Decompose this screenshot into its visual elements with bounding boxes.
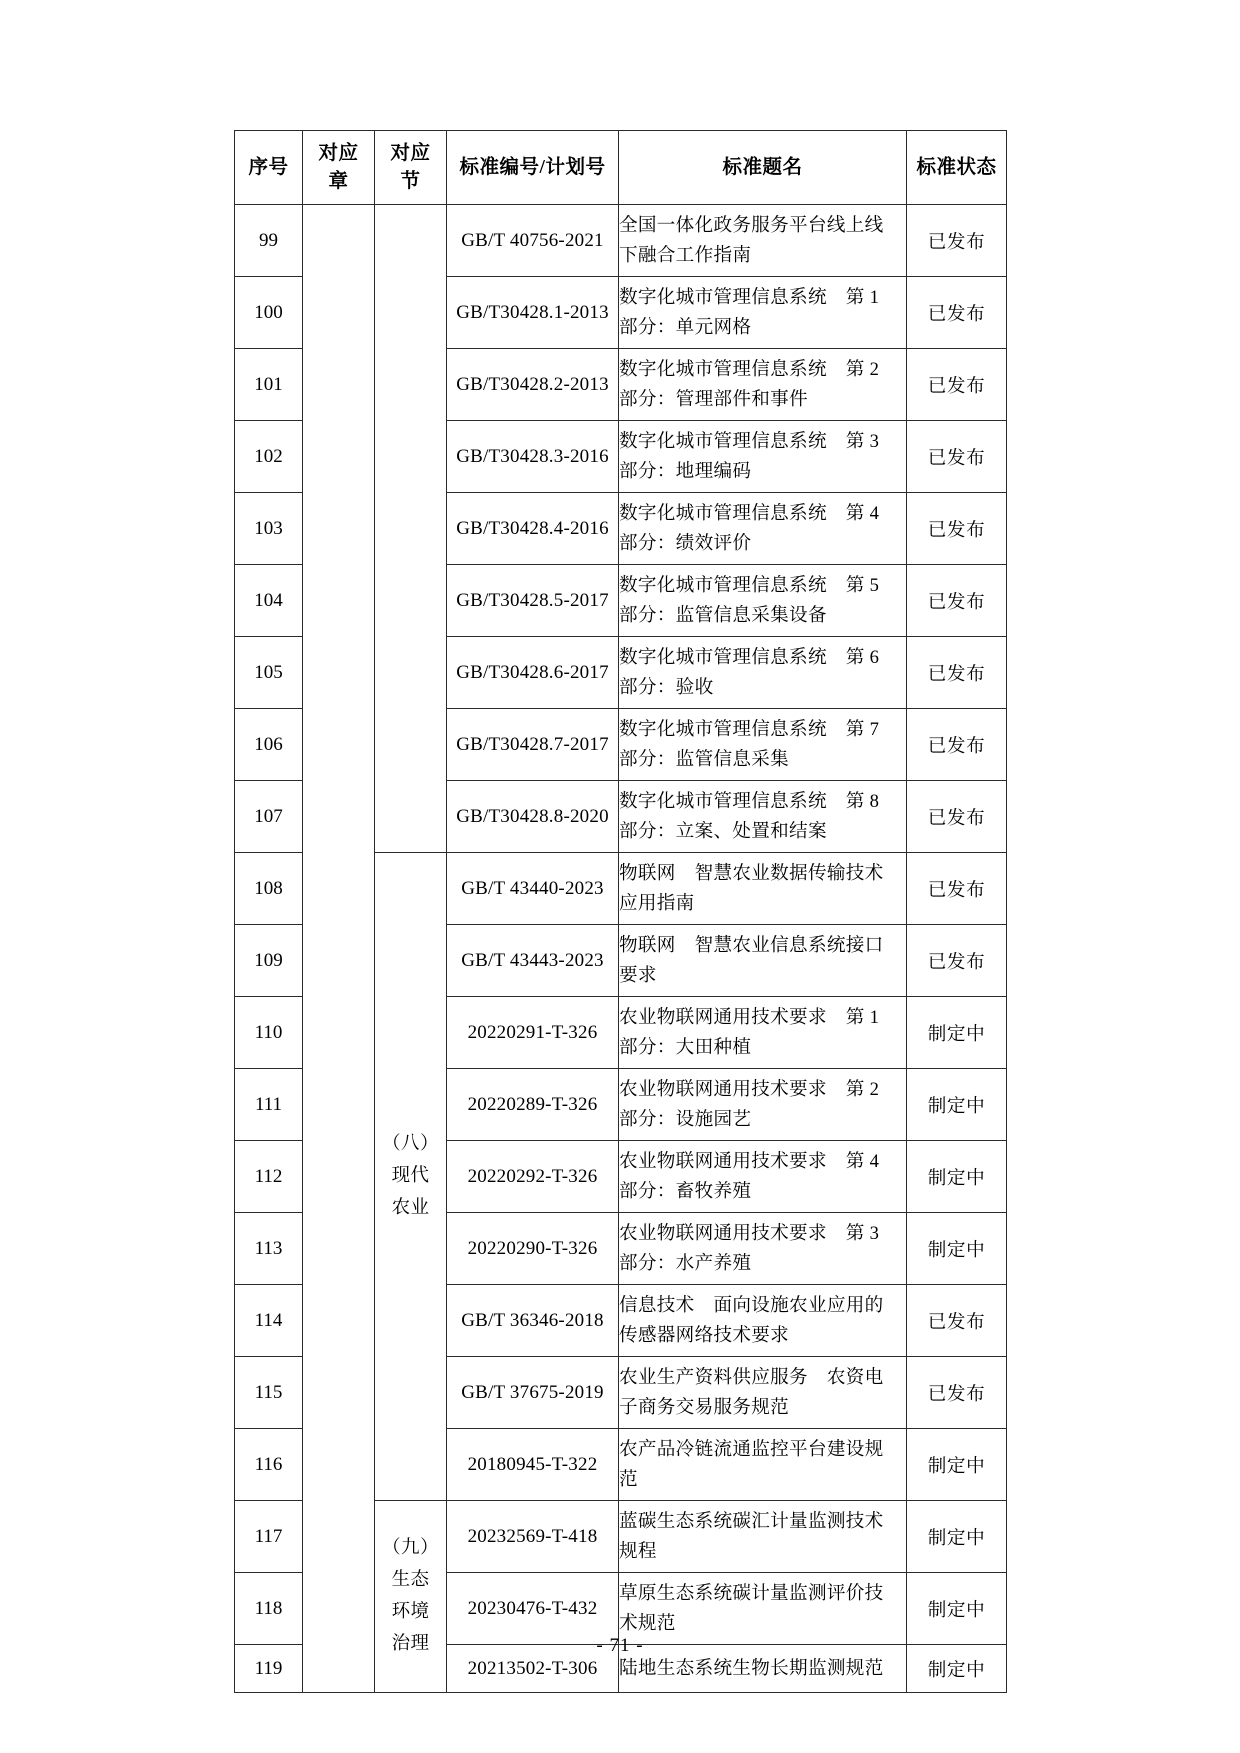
cell-seq: 114 — [235, 1285, 303, 1357]
cell-title-line2: 部分：地理编码 — [619, 460, 752, 482]
page-number-footer: - 71 - — [596, 1635, 644, 1656]
cell-title — [619, 205, 907, 277]
cell-title — [619, 1069, 907, 1141]
cell-title — [619, 277, 907, 349]
cell-code: GB/T 40756-2021 — [447, 205, 619, 277]
cell-title-line2: 部分：水产养殖 — [619, 1252, 752, 1274]
standards-table-container — [234, 130, 1006, 1693]
column-header-code: 标准编号/计划号 — [447, 131, 619, 205]
cell-seq: 117 — [235, 1501, 303, 1573]
cell-code: 20232569-T-418 — [447, 1501, 619, 1573]
cell-title-line1: 农业物联网通用技术要求 第 2 — [619, 1078, 880, 1100]
cell-title-line2: 部分：验收 — [619, 676, 714, 698]
cell-code: 20220292-T-326 — [447, 1141, 619, 1213]
column-header-section-line1: 对应 — [390, 143, 431, 164]
cell-status: 已发布 — [907, 565, 1007, 637]
cell-title — [619, 709, 907, 781]
cell-status: 已发布 — [907, 853, 1007, 925]
cell-status: 制定中 — [907, 1645, 1007, 1693]
cell-code: 20180945-T-322 — [447, 1429, 619, 1501]
cell-title-line2: 部分：大田种植 — [619, 1036, 752, 1058]
cell-title-line2: 范 — [619, 1468, 638, 1490]
cell-title — [619, 925, 907, 997]
cell-code: GB/T30428.6-2017 — [447, 637, 619, 709]
cell-seq: 115 — [235, 1357, 303, 1429]
cell-section-modern-agriculture — [375, 853, 447, 1501]
cell-title — [619, 1429, 907, 1501]
cell-seq: 106 — [235, 709, 303, 781]
cell-code: GB/T 43440-2023 — [447, 853, 619, 925]
cell-section-eco-environment-governance — [375, 1501, 447, 1693]
cell-seq: 111 — [235, 1069, 303, 1141]
cell-status: 已发布 — [907, 421, 1007, 493]
cell-title-line1: 全国一体化政务服务平台线上线 — [619, 214, 884, 236]
column-header-title: 标准题名 — [619, 131, 907, 205]
cell-title — [619, 1141, 907, 1213]
cell-code: GB/T 43443-2023 — [447, 925, 619, 997]
section-label-line3: 农业 — [391, 1197, 430, 1218]
cell-status: 已发布 — [907, 493, 1007, 565]
cell-section-empty — [375, 205, 447, 853]
section-label-line1: （九） — [382, 1538, 439, 1559]
cell-title-line2: 子商务交易服务规范 — [619, 1396, 790, 1418]
section-label-line2: 生态 — [391, 1570, 430, 1591]
cell-title-line1: 信息技术 面向设施农业应用的 — [619, 1294, 884, 1316]
cell-seq: 116 — [235, 1429, 303, 1501]
cell-title-line1: 陆地生态系统生物长期监测规范 — [619, 1657, 884, 1679]
cell-status: 制定中 — [907, 1069, 1007, 1141]
cell-title-line1: 数字化城市管理信息系统 第 8 — [619, 790, 880, 812]
cell-status: 已发布 — [907, 781, 1007, 853]
cell-title-line2: 下融合工作指南 — [619, 244, 752, 266]
cell-code: GB/T 36346-2018 — [447, 1285, 619, 1357]
cell-title-line2: 规程 — [619, 1540, 657, 1562]
cell-title — [619, 1213, 907, 1285]
cell-title — [619, 637, 907, 709]
cell-title-line1: 数字化城市管理信息系统 第 1 — [619, 286, 880, 308]
cell-chapter — [303, 205, 375, 1693]
cell-code: GB/T30428.7-2017 — [447, 709, 619, 781]
cell-title-line2: 传感器网络技术要求 — [619, 1324, 790, 1346]
cell-title — [619, 853, 907, 925]
cell-title-line1: 草原生态系统碳计量监测评价技 — [619, 1582, 884, 1604]
column-header-section — [375, 131, 447, 205]
column-header-chapter-line2: 章 — [328, 170, 349, 192]
cell-title-line1: 数字化城市管理信息系统 第 4 — [619, 502, 880, 524]
cell-title — [619, 565, 907, 637]
standards-table — [234, 130, 1007, 1693]
cell-status: 制定中 — [907, 1573, 1007, 1645]
cell-title — [619, 349, 907, 421]
cell-seq: 110 — [235, 997, 303, 1069]
cell-status: 已发布 — [907, 349, 1007, 421]
column-header-status: 标准状态 — [907, 131, 1007, 205]
cell-title-line1: 数字化城市管理信息系统 第 2 — [619, 358, 880, 380]
cell-status: 制定中 — [907, 1429, 1007, 1501]
cell-title — [619, 1501, 907, 1573]
column-header-seq: 序号 — [235, 131, 303, 205]
cell-status: 制定中 — [907, 1501, 1007, 1573]
cell-seq: 112 — [235, 1141, 303, 1213]
cell-title-line2: 部分：监管信息采集设备 — [619, 604, 827, 626]
cell-seq: 102 — [235, 421, 303, 493]
cell-status: 已发布 — [907, 637, 1007, 709]
cell-status: 制定中 — [907, 1213, 1007, 1285]
cell-code: 20220289-T-326 — [447, 1069, 619, 1141]
cell-seq: 109 — [235, 925, 303, 997]
cell-title-line2: 部分：监管信息采集 — [619, 748, 790, 770]
section-label-line3: 环境 — [391, 1601, 430, 1622]
cell-code: 20220291-T-326 — [447, 997, 619, 1069]
cell-status: 已发布 — [907, 205, 1007, 277]
cell-status: 已发布 — [907, 709, 1007, 781]
cell-title-line2: 部分：单元网格 — [619, 316, 752, 338]
section-label-line1: （八） — [382, 1134, 439, 1155]
cell-title-line2: 部分：绩效评价 — [619, 532, 752, 554]
cell-title — [619, 997, 907, 1069]
cell-seq: 103 — [235, 493, 303, 565]
cell-seq: 105 — [235, 637, 303, 709]
cell-seq: 108 — [235, 853, 303, 925]
cell-title-line1: 农业物联网通用技术要求 第 3 — [619, 1222, 880, 1244]
cell-code: GB/T30428.4-2016 — [447, 493, 619, 565]
cell-status: 已发布 — [907, 925, 1007, 997]
cell-seq: 101 — [235, 349, 303, 421]
cell-status: 制定中 — [907, 997, 1007, 1069]
cell-seq: 100 — [235, 277, 303, 349]
cell-code: 20230476-T-432 — [447, 1573, 619, 1645]
cell-title-line1: 农业生产资料供应服务 农资电 — [619, 1366, 884, 1388]
cell-title-line2: 要求 — [619, 964, 657, 986]
cell-title — [619, 493, 907, 565]
column-header-chapter — [303, 131, 375, 205]
cell-code: GB/T 37675-2019 — [447, 1357, 619, 1429]
cell-status: 制定中 — [907, 1141, 1007, 1213]
cell-code: GB/T30428.3-2016 — [447, 421, 619, 493]
cell-code: 20220290-T-326 — [447, 1213, 619, 1285]
cell-status: 已发布 — [907, 277, 1007, 349]
cell-title-line1: 农业物联网通用技术要求 第 1 — [619, 1006, 880, 1028]
cell-title-line2: 部分：设施园艺 — [619, 1108, 752, 1130]
cell-title-line2: 应用指南 — [619, 892, 695, 914]
cell-title-line2: 部分：管理部件和事件 — [619, 388, 808, 410]
cell-title-line1: 物联网 智慧农业信息系统接口 — [619, 934, 884, 956]
cell-title-line1: 数字化城市管理信息系统 第 6 — [619, 646, 880, 668]
cell-title — [619, 781, 907, 853]
cell-title — [619, 421, 907, 493]
cell-seq: 99 — [235, 205, 303, 277]
cell-code: GB/T30428.8-2020 — [447, 781, 619, 853]
cell-title — [619, 1357, 907, 1429]
cell-title-line1: 农产品冷链流通监控平台建设规 — [619, 1438, 884, 1460]
column-header-section-line2: 节 — [400, 170, 421, 192]
column-header-chapter-line1: 对应 — [318, 143, 359, 164]
cell-title-line1: 数字化城市管理信息系统 第 7 — [619, 718, 880, 740]
cell-seq: 104 — [235, 565, 303, 637]
cell-code: GB/T30428.1-2013 — [447, 277, 619, 349]
cell-code: GB/T30428.5-2017 — [447, 565, 619, 637]
cell-seq: 118 — [235, 1573, 303, 1645]
cell-title-line1: 农业物联网通用技术要求 第 4 — [619, 1150, 880, 1172]
cell-title-line2: 部分：畜牧养殖 — [619, 1180, 752, 1202]
cell-status: 已发布 — [907, 1357, 1007, 1429]
cell-title-line1: 蓝碳生态系统碳汇计量监测技术 — [619, 1510, 884, 1532]
cell-title-line2: 术规范 — [619, 1612, 676, 1634]
section-label-line2: 现代 — [391, 1165, 430, 1186]
section-label-line4: 治理 — [391, 1633, 430, 1654]
cell-title-line2: 部分：立案、处置和结案 — [619, 820, 827, 842]
table-body — [235, 205, 1007, 1693]
cell-seq: 107 — [235, 781, 303, 853]
cell-status: 已发布 — [907, 1285, 1007, 1357]
cell-title-line1: 数字化城市管理信息系统 第 3 — [619, 430, 880, 452]
cell-code: GB/T30428.2-2013 — [447, 349, 619, 421]
cell-code: 20213502-T-306 — [447, 1645, 619, 1693]
cell-seq: 119 — [235, 1645, 303, 1693]
cell-title-line1: 物联网 智慧农业数据传输技术 — [619, 862, 884, 884]
table-header — [235, 131, 1007, 205]
cell-title-line1: 数字化城市管理信息系统 第 5 — [619, 574, 880, 596]
cell-seq: 113 — [235, 1213, 303, 1285]
table-header-row — [235, 131, 1007, 205]
cell-title — [619, 1285, 907, 1357]
table-row — [235, 205, 1007, 277]
